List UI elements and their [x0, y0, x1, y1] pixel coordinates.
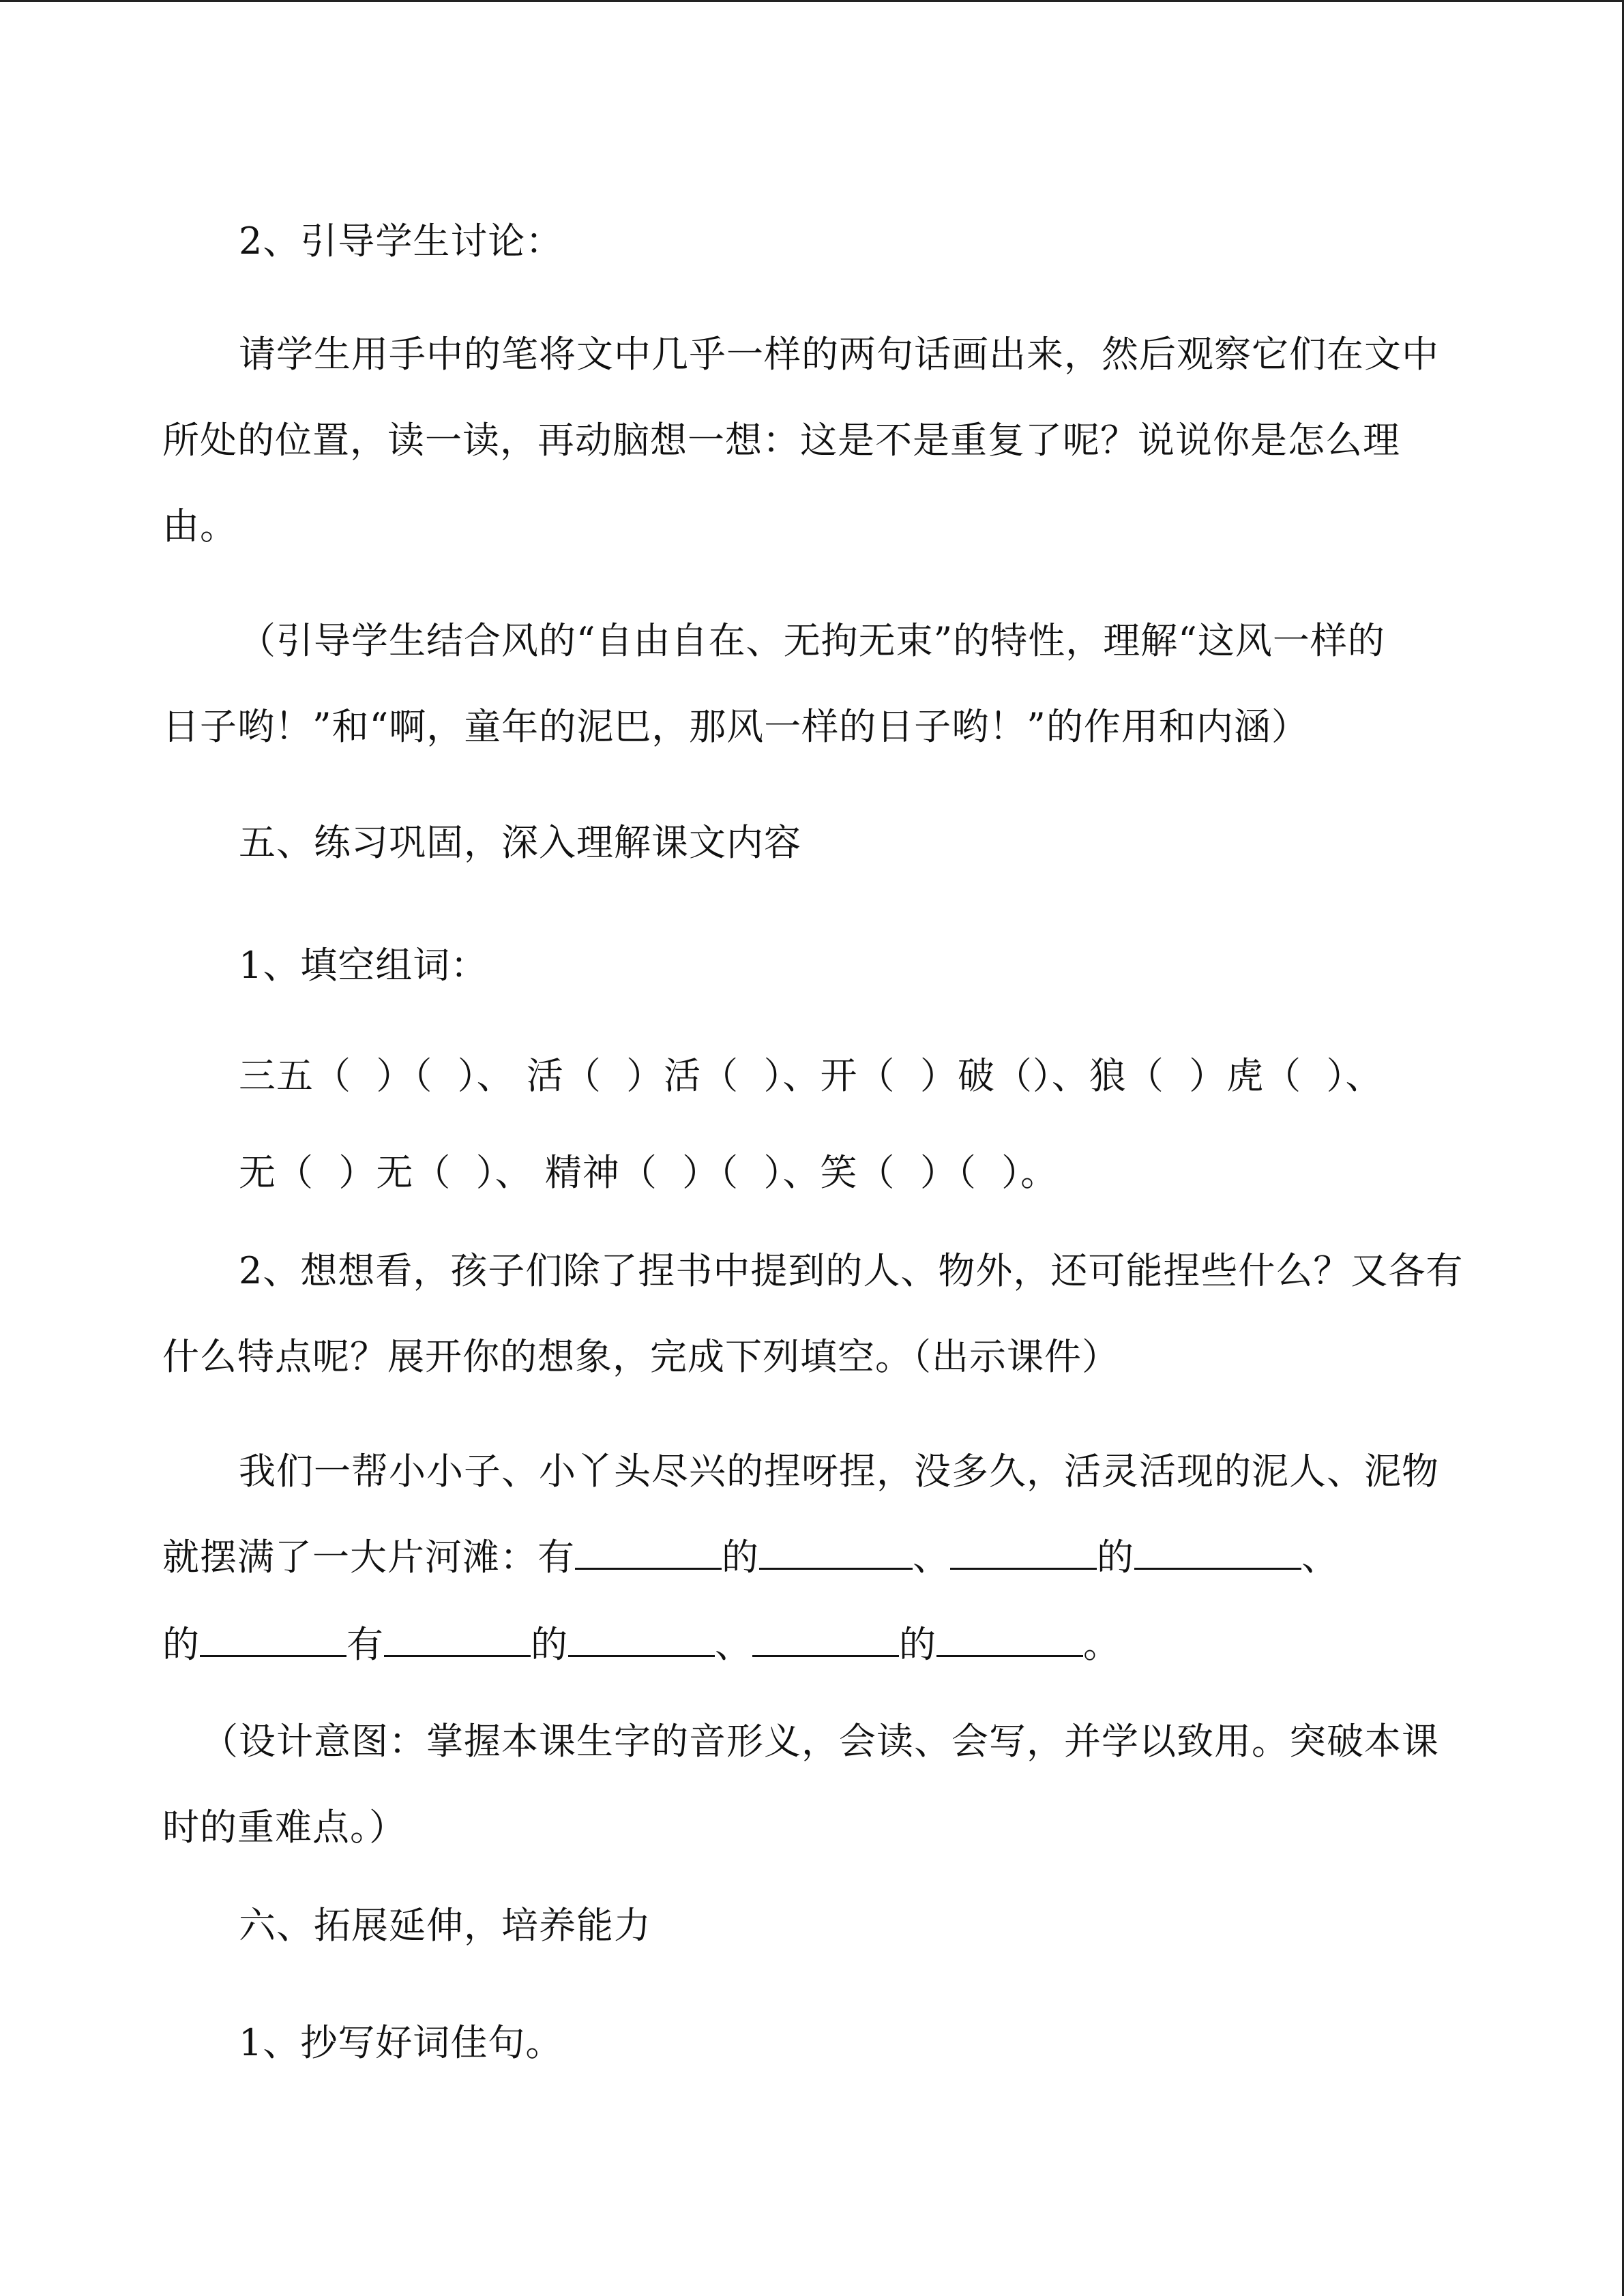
design-note-line: （设计意图：掌握本课生字的音形义，会读、会写，并学以致用。突破本课 — [201, 1720, 1439, 1763]
story-text: 就摆满了一大片河滩：有 — [162, 1536, 575, 1579]
story-text: 的 — [899, 1623, 936, 1666]
story-text: 、 — [1301, 1536, 1339, 1579]
fill-blank[interactable] — [752, 1625, 899, 1657]
story-text: 的 — [722, 1536, 759, 1579]
paragraph-line: 日子哟！”和“啊，童年的泥巴，那风一样的日子哟！”的作用和内涵） — [162, 705, 1309, 748]
story-text: 。 — [1083, 1623, 1121, 1666]
item-heading-fill-words: 1、填空组词： — [239, 944, 488, 987]
design-note-line: 时的重难点。） — [162, 1806, 407, 1849]
paragraph-line: 我们一帮小小子、小丫头尽兴的捏呀捏，没多久，活灵活现的泥人、泥物 — [239, 1450, 1439, 1493]
story-text: 的 — [162, 1623, 200, 1666]
story-fill-line — [162, 1623, 1121, 1667]
fill-blank[interactable] — [950, 1538, 1097, 1570]
paragraph-line: 所处的位置，读一读，再动脑想一想：这是不是重复了呢？说说你是怎么理 — [162, 419, 1400, 462]
fill-blank[interactable] — [759, 1538, 913, 1570]
fill-blank[interactable] — [568, 1625, 715, 1657]
story-text: 有 — [346, 1623, 384, 1666]
paragraph-line: 由。 — [162, 505, 237, 548]
fill-blank[interactable] — [1134, 1538, 1301, 1570]
story-fill-line — [162, 1536, 1339, 1579]
section-heading-extension: 六、拓展延伸，培养能力 — [239, 1904, 651, 1947]
item-heading-copy: 1、抄写好词佳句。 — [239, 2021, 563, 2064]
fill-blank[interactable] — [575, 1538, 722, 1570]
paragraph-line: （引导学生结合风的“自由自在、无拘无束”的特性，理解“这风一样的 — [239, 619, 1385, 662]
fill-blank[interactable] — [200, 1625, 346, 1657]
fill-in-line: 三五（ ）（ ）、 活（ ）活（ ）、开（ ）破（）、狼（ ）虎（ ）、 — [239, 1054, 1383, 1097]
fill-blank[interactable] — [384, 1625, 531, 1657]
story-text: 、 — [913, 1536, 950, 1579]
section-heading-practice: 五、练习巩固，深入理解课文内容 — [239, 821, 801, 864]
story-text: 的 — [531, 1623, 568, 1666]
story-text: 的 — [1097, 1536, 1134, 1579]
fill-in-line: 无（ ）无（ ）、 精神（ ）（ ）、笑（ ）（ ）。 — [239, 1151, 1059, 1194]
story-text: 、 — [715, 1623, 752, 1666]
section-heading-discussion: 2、引导学生讨论： — [239, 220, 563, 263]
fill-blank[interactable] — [936, 1625, 1083, 1657]
paragraph-line: 请学生用手中的笔将文中几乎一样的两句话画出来，然后观察它们在文中 — [239, 333, 1439, 376]
paragraph-line: 什么特点呢？展开你的想象，完成下列填空。（出示课件） — [162, 1335, 1119, 1378]
paragraph-line: 2、想想看，孩子们除了捏书中提到的人、物外，还可能捏些什么？又各有 — [239, 1249, 1464, 1292]
